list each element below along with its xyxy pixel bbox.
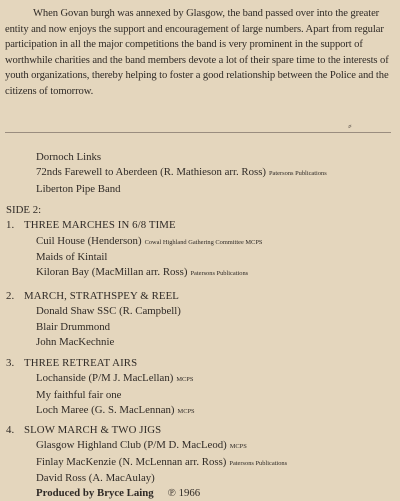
side1-tracklist xyxy=(6,150,396,197)
track-title: Cuil House (Henderson) xyxy=(36,234,142,247)
side2-section-4 xyxy=(6,423,396,501)
section-number: 1. xyxy=(6,219,15,232)
track-credit: Cowal Highland Gathering Committee MCPS xyxy=(144,238,263,246)
track-title: Finlay MacKenzie (N. McLennan arr. Ross) xyxy=(36,455,227,468)
section-number: 4. xyxy=(6,424,15,436)
track-credit: MCPS xyxy=(176,376,194,384)
track-title: My faithful fair one xyxy=(36,388,122,401)
section-number: 2. xyxy=(6,290,15,302)
track-title: John MacKechnie xyxy=(36,335,115,348)
side2-section-2 xyxy=(6,289,396,350)
divider-rule xyxy=(5,132,391,133)
track-credit: Patersons Publications xyxy=(269,170,327,178)
track-title: Blair Drummond xyxy=(36,320,111,333)
divider-mark: ⸗ xyxy=(348,120,352,132)
track-credit: Patersons Publications xyxy=(229,459,288,467)
section-heading xyxy=(6,423,396,438)
track-item xyxy=(6,371,396,387)
section-title: THREE RETREAT AIRS xyxy=(24,357,138,369)
track-title: Dornoch Links xyxy=(36,151,102,163)
track-title: Glasgow Highland Club (P/M D. MacLeod) xyxy=(36,439,227,452)
side-label: SIDE 2: xyxy=(6,204,42,216)
track-item xyxy=(6,250,396,265)
side2-section-1 xyxy=(6,203,396,281)
section-title: MARCH, STRATHSPEY & REEL xyxy=(24,290,179,302)
intro-text xyxy=(5,6,391,100)
section-heading xyxy=(6,356,396,371)
track-item xyxy=(6,150,396,165)
track-credit: MCPS xyxy=(177,407,195,415)
track-item xyxy=(6,438,396,454)
track-title: David Ross (A. MacAulay) xyxy=(36,471,155,484)
intro-paragraph: When Govan burgh was annexed by Glasgow, the band passed over into the greater entity and now enjoys the support and encouragement of large numbers. Apart from regular participation in all the major competitions the band is very prominent in the support of worthwhile charities and the band members devote a lot of their spare time to the interests of youth organizations, thereby helping to foster a good relationship between the Police and the citizens of tomorrow. xyxy=(5,8,389,97)
track-title: Maids of Kintail xyxy=(36,250,108,263)
track-item xyxy=(6,335,396,350)
track-item xyxy=(6,265,396,281)
track-title: Donald Shaw SSC (R. Campbell) xyxy=(36,305,181,318)
track-item xyxy=(6,165,396,181)
track-title: Liberton Pipe Band xyxy=(36,182,121,195)
track-title: Loch Maree (G. S. MacLennan) xyxy=(36,403,175,416)
track-item xyxy=(6,471,396,486)
section-heading xyxy=(6,218,396,233)
track-item xyxy=(6,182,396,197)
track-item xyxy=(6,403,396,419)
producer-text: Produced by Bryce Laing xyxy=(36,487,154,500)
section-heading xyxy=(6,289,396,304)
side2-section-3 xyxy=(6,356,396,419)
track-title: Kiloran Bay (MacMillan arr. Ross) xyxy=(36,266,188,279)
track-title: 72nds Farewell to Aberdeen (R. Mathieson arr. Ross) xyxy=(36,166,266,179)
section-title: SLOW MARCH & TWO JIGS xyxy=(24,424,162,436)
track-item xyxy=(6,234,396,250)
track-item xyxy=(6,388,396,403)
copyright-year: ℗ 1966 xyxy=(167,487,201,500)
section-number: 3. xyxy=(6,357,15,369)
track-item xyxy=(6,304,396,319)
track-item xyxy=(6,455,396,471)
track-credit: Patersons Publications xyxy=(190,270,249,278)
track-item xyxy=(6,320,396,335)
track-credit: MCPS xyxy=(229,443,247,451)
production-credit xyxy=(6,486,396,501)
track-title: Lochanside (P/M J. MacLellan) xyxy=(36,372,174,385)
section-title: THREE MARCHES IN 6/8 TIME xyxy=(24,219,176,232)
